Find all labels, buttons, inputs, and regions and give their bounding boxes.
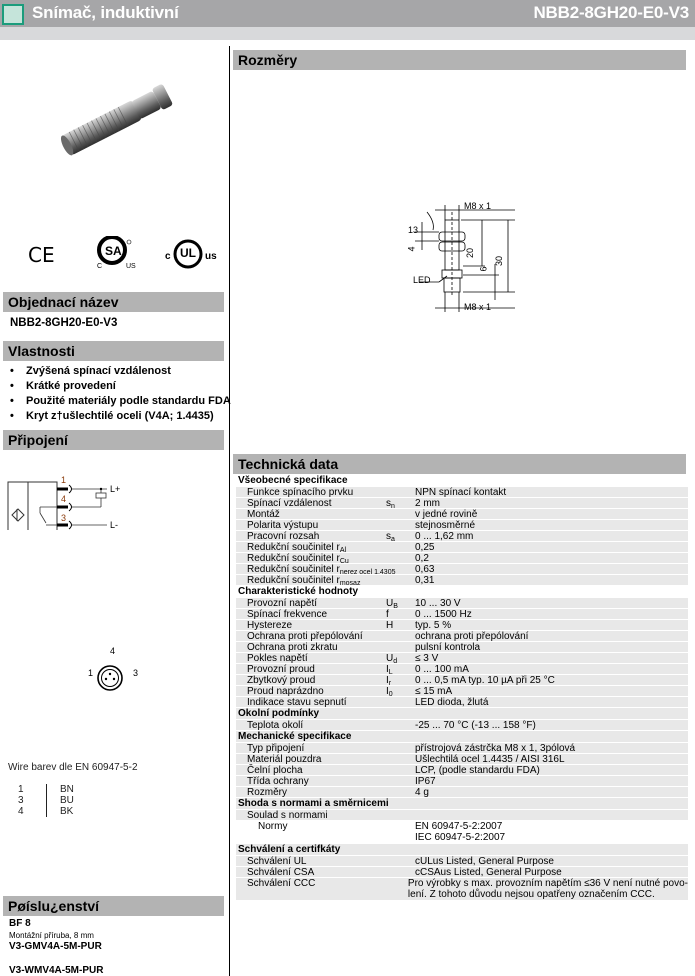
tech-label: Typ připojení [247, 743, 305, 754]
tech-symbol: f [386, 609, 389, 620]
tech-value: NPN spínací kontakt [415, 487, 507, 498]
tech-symbol [386, 631, 415, 641]
tech-label: Hystereze [247, 620, 293, 631]
tech-value [415, 810, 688, 820]
technical-data-heading: Technická data [233, 454, 686, 474]
product-model-title: NBB2-8GH20-E0-V3 [533, 3, 689, 22]
tech-label: Redukční součinitel $r_{Cu}$ [247, 553, 349, 565]
tech-row [236, 720, 688, 731]
order-name-heading: Objednací název [3, 292, 224, 312]
tech-symbol: $I_r$ [386, 675, 392, 687]
tech-symbol: $I_L$ [386, 664, 393, 676]
tech-label: Proud naprázdno [247, 686, 324, 697]
tech-row [236, 509, 688, 520]
tech-symbol [386, 754, 415, 764]
tech-label: Redukční součinitel $r_{nerez ocel 1.4305}$ [247, 564, 396, 576]
tech-value: Pro výrobky s max. provozním napětím ≤36 V není nutné povo- lení. Z tohoto důvodu nejsou opatřeny označením CCC. [407, 878, 688, 900]
tech-row [236, 686, 688, 697]
tech-value: 0 ... 100 mA [415, 664, 469, 675]
tech-label: Pokles napětí [247, 653, 308, 664]
pin-label-4: 4 [61, 494, 67, 504]
tech-label: Materiál pouzdra [247, 754, 322, 765]
pin-label-1: 1 [61, 475, 67, 485]
dim-thread-bottom: M8 x 1 [464, 302, 492, 312]
tech-row [236, 575, 688, 586]
tech-row [236, 531, 688, 542]
feature-item: • Krátké provedení [10, 380, 116, 392]
tech-row [236, 553, 688, 564]
tech-label: Schválení CCC [247, 878, 316, 889]
product-photo [55, 80, 180, 160]
tech-value: přístrojová zástrčka M8 x 1, 3pólová [415, 743, 576, 754]
connector-pinout-icon [96, 664, 124, 692]
tech-row [236, 498, 688, 509]
brand-logo-icon [2, 4, 24, 25]
tech-label: Spínací frekvence [247, 609, 328, 620]
tech-symbol [386, 520, 415, 530]
tech-value: 0 ... 0,5 mA typ. 10 µA při 25 °C [415, 675, 555, 686]
ul-mark-label: UL [180, 246, 196, 260]
feature-item: • Použité materiály podle standardu FDA [10, 395, 231, 407]
tech-value: 0,31 [415, 575, 435, 586]
tech-label: Pracovní rozsah [247, 531, 320, 542]
tech-symbol [386, 564, 415, 574]
tech-category-heading: Charakteristické hodnoty [236, 586, 688, 598]
tech-symbol [386, 509, 415, 519]
tech-value: stejnosměrné [415, 520, 476, 531]
tech-symbol: $I_0$ [386, 686, 393, 698]
tech-row [236, 520, 688, 531]
pinout-label-right: 3 [133, 668, 139, 678]
tech-row [236, 631, 688, 642]
tech-label: Normy [258, 821, 288, 832]
tech-symbol [386, 743, 415, 753]
ul-c-label: c [165, 251, 171, 262]
accessory-desc: Montážní příruba, 8 mm [9, 931, 94, 940]
tech-value: 4 g [415, 787, 429, 798]
tech-value: Ušlechtilá ocel 1.4435 / AISI 316L [415, 754, 565, 765]
tech-value: 0,2 [415, 553, 429, 564]
pinout-label-top: 4 [110, 646, 116, 656]
tech-value: cULus Listed, General Purpose [415, 856, 554, 867]
tech-symbol [386, 553, 415, 563]
tech-category-heading: Všeobecné specifikace [236, 475, 688, 487]
dim-wrench: 13 [408, 225, 419, 235]
tech-value: LCP, (podle standardu FDA) [415, 765, 540, 776]
wire-row: 1 BN [18, 784, 74, 795]
tech-value: -25 ... 70 °C (-13 ... 158 °F) [415, 720, 536, 731]
tech-value: ≤ 3 V [415, 653, 439, 664]
tech-label: Zbytkový proud [247, 675, 316, 686]
tech-row [236, 609, 688, 620]
tech-symbol: $U_B$ [386, 598, 398, 610]
tech-label: Čelní plocha [247, 765, 303, 776]
tech-row [236, 642, 688, 653]
tech-symbol [386, 867, 415, 877]
tech-label: Teplota okolí [247, 720, 304, 731]
wire-row: 3 BU [18, 795, 74, 806]
accessories-list [9, 918, 103, 976]
tech-row [236, 856, 688, 867]
header-subbar [0, 27, 695, 40]
tech-row [236, 821, 688, 844]
tech-row [236, 542, 688, 553]
tech-row [236, 697, 688, 708]
dim-led-label: LED [413, 275, 431, 285]
tech-label: Ochrana proti zkratu [247, 642, 338, 653]
tech-symbol [386, 787, 415, 797]
tech-category-heading: Schválení a certifkáty [236, 844, 688, 856]
tech-symbol: $s_n$ [386, 498, 395, 510]
tech-row [236, 620, 688, 631]
tech-row [236, 487, 688, 498]
tech-row [236, 878, 688, 901]
tech-symbol [386, 821, 415, 843]
tech-label: Ochrana proti přepólování [247, 631, 363, 642]
terminal-l-minus: L- [110, 520, 119, 530]
tech-value: 10 ... 30 V [415, 598, 461, 609]
csa-c-label: C [97, 263, 103, 270]
tech-category-heading: Mechanické specifikace [236, 731, 688, 743]
tech-value: v jedné rovině [415, 509, 478, 520]
tech-symbol [386, 765, 415, 775]
svg-text:SA: SA [105, 244, 122, 258]
dim-total-length: 30 [494, 255, 505, 267]
tech-symbol [386, 810, 415, 820]
tech-label: Redukční součinitel $r_{mosaz}$ [247, 575, 361, 587]
tech-symbol [386, 575, 415, 585]
tech-label: Funkce spínacího prvku [247, 487, 354, 498]
tech-row [236, 765, 688, 776]
tech-label: Provozní proud [247, 664, 315, 675]
tech-label: Rozměry [247, 787, 288, 798]
tech-value: EN 60947-5-2:2007 IEC 60947-5-2:2007 [415, 821, 506, 843]
tech-row [236, 653, 688, 664]
tech-symbol [386, 642, 415, 652]
terminal-l-plus: L+ [110, 484, 121, 494]
tech-row [236, 810, 688, 821]
feature-item: • Kryt z†ušlechtilé oceli (V4A; 1.4435) [10, 410, 214, 422]
tech-value: 0,63 [415, 564, 435, 575]
pinout-label-left: 1 [88, 668, 94, 678]
pin-label-3: 3 [61, 513, 67, 523]
column-divider [229, 46, 230, 976]
tech-row [236, 754, 688, 765]
tech-row [236, 867, 688, 878]
tech-symbol: $U_d$ [386, 653, 398, 665]
wire-row: 4 BK [18, 806, 74, 817]
tech-label: Soulad s normami [247, 810, 328, 821]
load-icon [96, 493, 106, 498]
ce-mark: CE [28, 243, 55, 267]
tech-symbol [386, 720, 415, 730]
feature-item: • Zvýšená spínací vzdálenost [10, 365, 171, 377]
tech-row [236, 743, 688, 754]
accessories-heading: Pøíslu¿enství [3, 896, 224, 916]
dim-nut: 4 [406, 246, 417, 252]
tech-value: typ. 5 % [415, 620, 452, 631]
tech-value: ochrana proti přepólování [415, 631, 529, 642]
tech-label: Indikace stavu sepnutí [247, 697, 347, 708]
tech-symbol [386, 697, 415, 707]
tech-value: 0 ... 1500 Hz [415, 609, 472, 620]
tech-symbol: H [386, 620, 394, 631]
connection-heading: Připojení [3, 430, 224, 450]
tech-label: Spínací vzdálenost [247, 498, 332, 509]
tech-row [236, 664, 688, 675]
tech-label: Redukční součinitel $r_{Al}$ [247, 542, 347, 554]
dimensions-heading: Rozměry [233, 50, 686, 70]
tech-row [236, 675, 688, 686]
features-heading: Vlastnosti [3, 341, 224, 361]
tech-symbol [386, 542, 415, 552]
tech-row [236, 776, 688, 787]
tech-value: 0 ... 1,62 mm [415, 531, 474, 542]
accessory-name[interactable]: V3-WMV4A-5M-PUR [9, 965, 104, 976]
sensor-symbol-icon [12, 509, 24, 521]
technical-data-table [236, 475, 688, 901]
order-name-value: NBB2-8GH20-E0-V3 [10, 317, 118, 329]
tech-label: Provozní napětí [247, 598, 318, 609]
product-type-title: Snímač, induktivní [32, 3, 179, 22]
tech-label: Schválení UL [247, 856, 307, 867]
connection-diagram [0, 470, 140, 530]
accessory-name[interactable]: V3-GMV4A-5M-PUR [9, 941, 102, 952]
ul-us-label: us [205, 251, 217, 262]
tech-label: Třída ochrany [247, 776, 309, 787]
tech-row [236, 787, 688, 798]
tech-symbol [380, 878, 408, 900]
tech-category-heading: Okolní podmínky [236, 708, 688, 720]
tech-value: pulsní kontrola [415, 642, 481, 653]
wire-colors-title: Wire barev dle EN 60947-5-2 [8, 762, 138, 773]
tech-value: 2 mm [415, 498, 440, 509]
tech-category-heading: Shoda s normami a směrnicemi [236, 798, 688, 810]
features-list [10, 364, 231, 424]
tech-value: ≤ 15 mA [415, 686, 453, 697]
tech-value: IP67 [415, 776, 436, 787]
tech-symbol [386, 856, 415, 866]
csa-us-label: US [126, 263, 136, 270]
tech-label: Schválení CSA [247, 867, 315, 878]
dim-connector-length: 6 [478, 266, 489, 272]
accessory-name[interactable]: BF 8 [9, 918, 31, 929]
dim-thread-top: M8 x 1 [464, 201, 492, 211]
tech-label: Polarita výstupu [247, 520, 319, 531]
wire-colors-table [18, 784, 74, 817]
tech-symbol [386, 776, 415, 786]
tech-symbol: $s_a$ [386, 531, 395, 543]
tech-symbol [386, 487, 415, 497]
title-bar [0, 0, 695, 27]
tech-row [236, 598, 688, 609]
tech-value: cCSAus Listed, General Purpose [415, 867, 562, 878]
tech-value: LED dioda, žlutá [415, 697, 489, 708]
tech-label: Montáž [247, 509, 280, 520]
tech-value: 0,25 [415, 542, 435, 553]
tech-row [236, 564, 688, 575]
dim-thread-length: 20 [465, 247, 476, 259]
